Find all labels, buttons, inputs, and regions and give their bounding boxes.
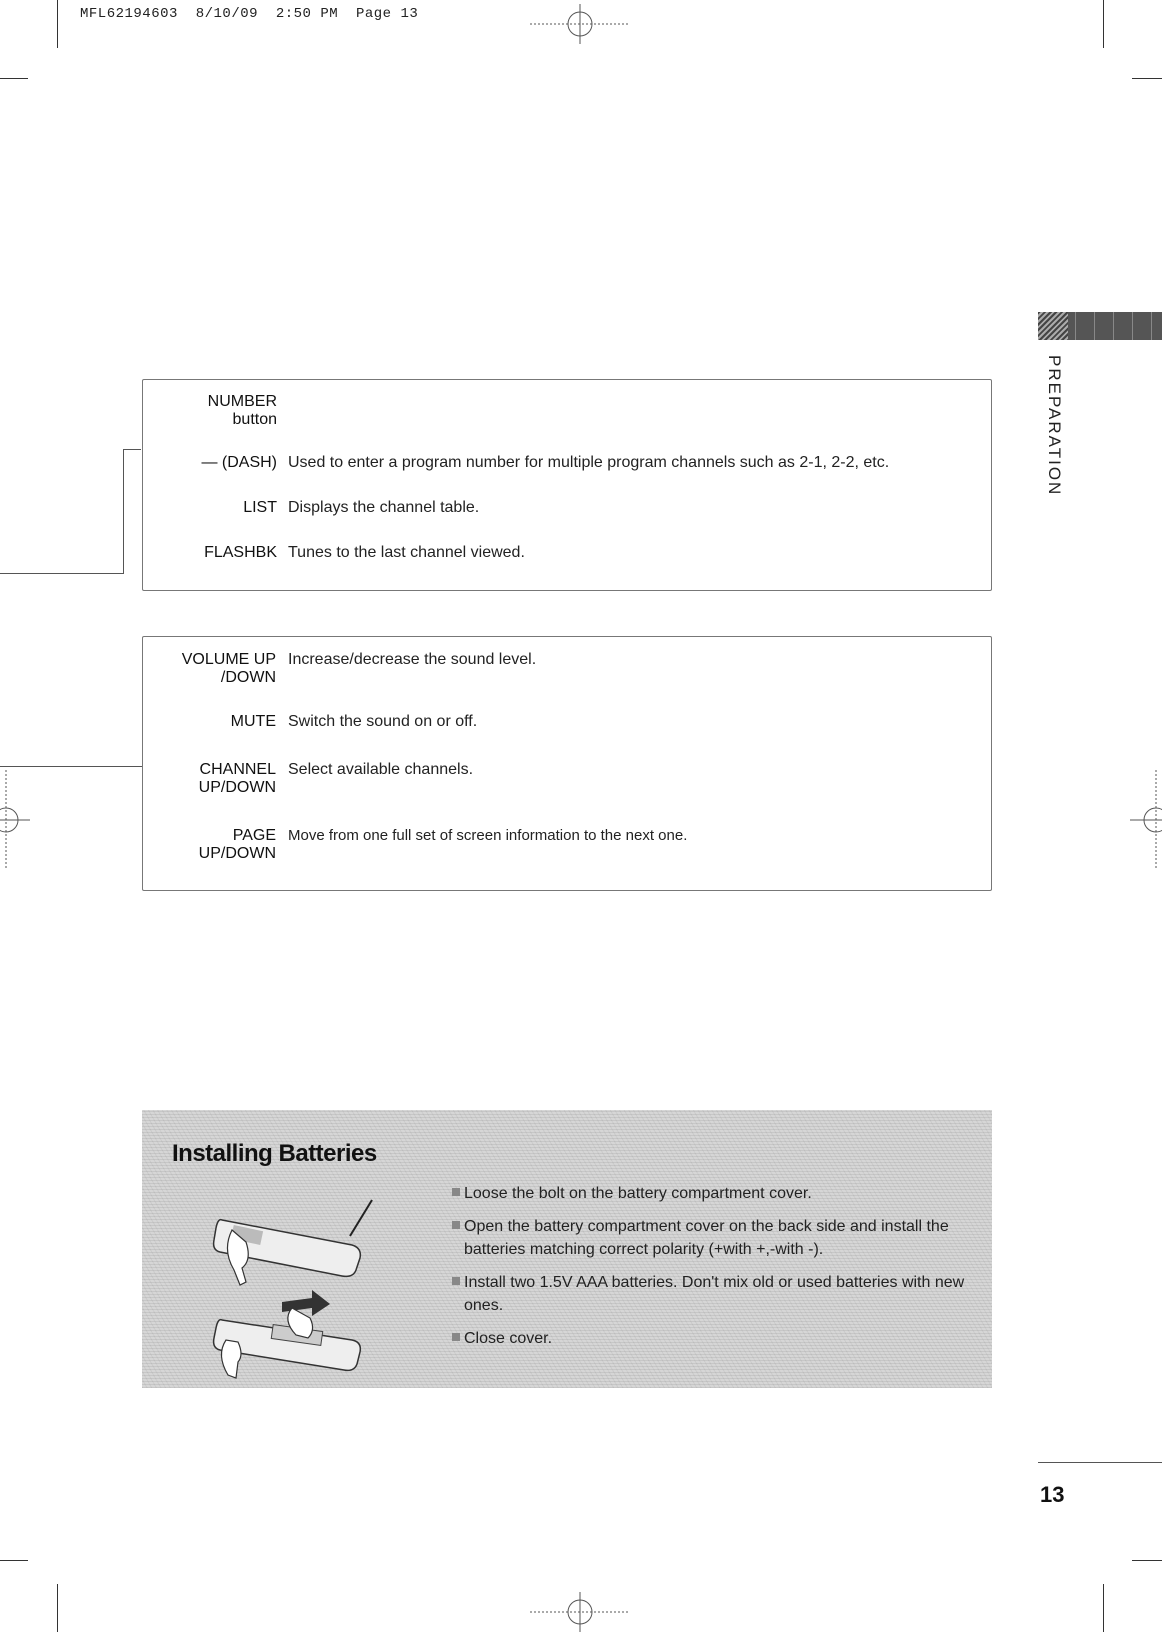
leader-line [123, 449, 124, 574]
step-text: Loose the bolt on the battery compartment cover. [464, 1185, 812, 1202]
bullet-icon [452, 1277, 460, 1285]
button-label-sub: button [232, 411, 277, 428]
button-description: Select available channels. [288, 761, 474, 778]
registration-mark-left [0, 770, 30, 870]
section-title: Installing Batteries [172, 1140, 377, 1167]
button-description: Increase/decrease the sound level. [288, 651, 537, 668]
leader-line [0, 573, 124, 574]
button-label: CHANNEL [199, 761, 276, 778]
step-text: Open the battery compartment cover on the back side and install the batteries matching correct polarity (+with +,-with -). [464, 1218, 949, 1258]
bullet-icon [452, 1221, 460, 1229]
list-item [452, 1215, 972, 1261]
crop-mark [1132, 78, 1162, 79]
bullet-icon [452, 1188, 460, 1196]
button-description: Move from one full set of screen information to the next one. [288, 827, 688, 844]
list-item [143, 713, 991, 733]
button-label-sub: UP/DOWN [198, 845, 276, 862]
button-label: NUMBER [207, 393, 277, 410]
leader-line [123, 449, 141, 450]
remote-bottom-image [214, 1308, 361, 1378]
button-description: Switch the sound on or off. [288, 713, 478, 730]
crop-mark [0, 78, 28, 79]
list-item [143, 393, 991, 429]
crop-mark [1103, 1584, 1104, 1632]
page-number: 13 [1040, 1482, 1065, 1507]
leader-line [0, 766, 142, 767]
button-description: Tunes to the last channel viewed. [288, 544, 525, 561]
bullet-icon [452, 1333, 460, 1341]
installing-batteries-section [142, 1110, 992, 1388]
crop-mark [57, 1584, 58, 1632]
registration-mark-right [1130, 770, 1162, 870]
button-label-sub: UP/DOWN [198, 779, 276, 796]
crop-mark [57, 0, 58, 48]
button-label: — (DASH) [201, 454, 277, 471]
list-item [143, 544, 991, 564]
crop-mark [1103, 0, 1104, 48]
step-text: Install two 1.5V AAA batteries. Don't mix old or used batteries with new ones. [464, 1274, 965, 1314]
crop-mark [0, 1560, 28, 1561]
registration-mark-bottom [530, 1592, 630, 1632]
list-item [452, 1327, 972, 1350]
button-description: Displays the channel table. [288, 499, 480, 516]
list-item [143, 827, 991, 863]
battery-steps [452, 1182, 972, 1360]
button-label: VOLUME UP [181, 651, 276, 668]
button-label: LIST [243, 499, 277, 516]
button-label-sub: /DOWN [220, 669, 276, 686]
list-item [143, 454, 991, 474]
button-label: FLASHBK [204, 544, 277, 561]
crop-mark [1132, 1560, 1162, 1561]
print-slug: MFL62194603 8/10/09 2:50 PM Page 13 [80, 6, 419, 22]
remote-battery-illustration [212, 1190, 392, 1380]
button-info-box-1 [142, 379, 992, 591]
list-item [143, 651, 991, 687]
tab-pattern [1038, 312, 1068, 340]
list-item [143, 761, 991, 797]
button-description: Used to enter a program number for multiple program channels such as 2-1, 2-2, etc. [288, 454, 890, 471]
button-label: PAGE [232, 827, 276, 844]
list-item [452, 1271, 972, 1317]
step-text: Close cover. [464, 1330, 553, 1347]
section-tab [1038, 312, 1162, 340]
section-label: PREPARATION [1045, 355, 1064, 497]
remote-top-image [214, 1200, 372, 1285]
footer-rule [1038, 1462, 1162, 1463]
button-info-box-2 [142, 636, 992, 891]
list-item [143, 499, 991, 519]
registration-mark-top [530, 4, 630, 44]
list-item [452, 1182, 972, 1205]
button-label: MUTE [230, 713, 276, 730]
